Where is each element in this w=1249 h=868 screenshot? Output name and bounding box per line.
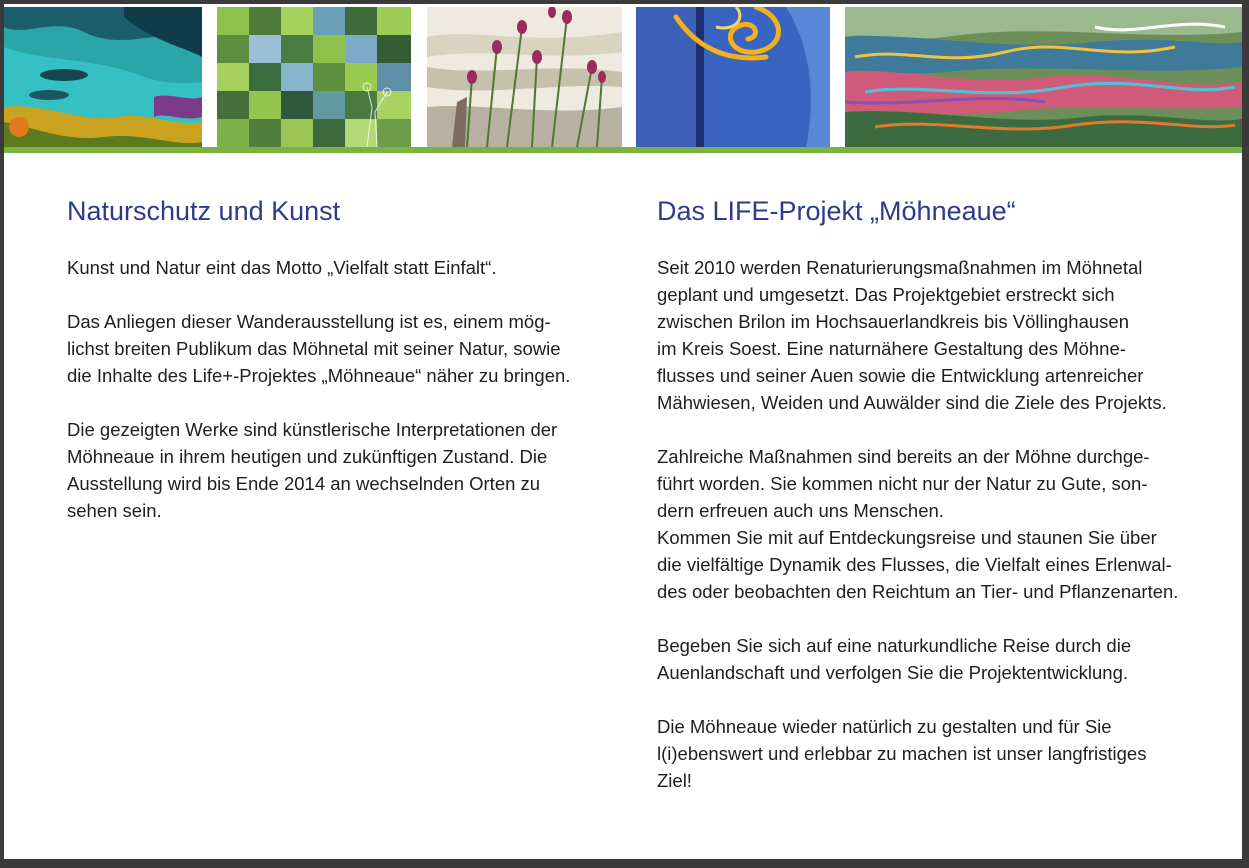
artwork-colorful-landscape [845,7,1242,147]
document-page [4,4,1242,859]
right-paragraph-2: Zahlreiche Maßnahmen sind bereits an der Möhne durchge- führt worden. Sie kommen nicht nur der Natur zu Gute, son- dern erfreuen auch uns Menschen. [657,446,1150,521]
left-paragraph-1: Kunst und Natur eint das Motto „Vielfalt statt Einfalt“. [67,257,497,278]
artwork-banner [4,4,1242,147]
artwork-turquoise-lake [4,7,202,147]
artwork-flowers [427,7,622,147]
artwork-green-patchwork [217,7,411,147]
green-divider-bar [4,147,1242,153]
right-paragraph-4: Begeben Sie sich auf eine naturkundliche Reise durch die Auenlandschaft und verfolgen Sie die Projektentwicklung. [657,635,1132,683]
right-paragraph-3: Kommen Sie mit auf Entdeckungsreise und staunen Sie über die vielfältige Dynamik des Flusses, die Vielfalt eines Erlenwal- des oder beobachten den Reichtum an Tier- und Pflanzenarten. [657,527,1179,602]
left-paragraph-3: Die gezeigten Werke sind künstlerische Interpretationen der Möhneaue in ihrem heutigen und zukünftigen Zustand. Die Ausstellung wird bis Ende 2014 an wechselnden Orten zu sehen sein. [67,419,558,521]
left-column [67,194,607,551]
right-paragraph-5: Die Möhneaue wieder natürlich zu gestalten und für Sie l(i)ebenswert und erlebbar zu machen ist unser langfristiges Ziel! [657,716,1147,791]
right-paragraph-1: Seit 2010 werden Renaturierungsmaßnahmen im Möhnetal geplant und umgesetzt. Das Projektgebiet erstreckt sich zwischen Brilon im Hochsauerlandkreis bis Völlinghausen im Kreis Soest. Eine naturnähere Gestaltung des Möhne- flusses und seiner Auen sowie die Entwicklung artenreicher Mähwiesen, Weiden und Auwälder sind die Ziele des Projekts. [657,257,1167,413]
left-paragraph-2: Das Anliegen dieser Wanderausstellung ist es, einem mög- lichst breiten Publikum das Möhnetal mit seiner Natur, sowie die Inhalte des Life+-Projektes „Möhneaue“ näher zu bringen. [67,311,571,386]
section-title-life-projekt: Das LIFE-Projekt „Möhneaue“ [657,196,1016,226]
artwork-blue-spiral [636,7,830,147]
section-title-naturschutz: Naturschutz und Kunst [67,196,341,226]
right-column [657,194,1202,821]
